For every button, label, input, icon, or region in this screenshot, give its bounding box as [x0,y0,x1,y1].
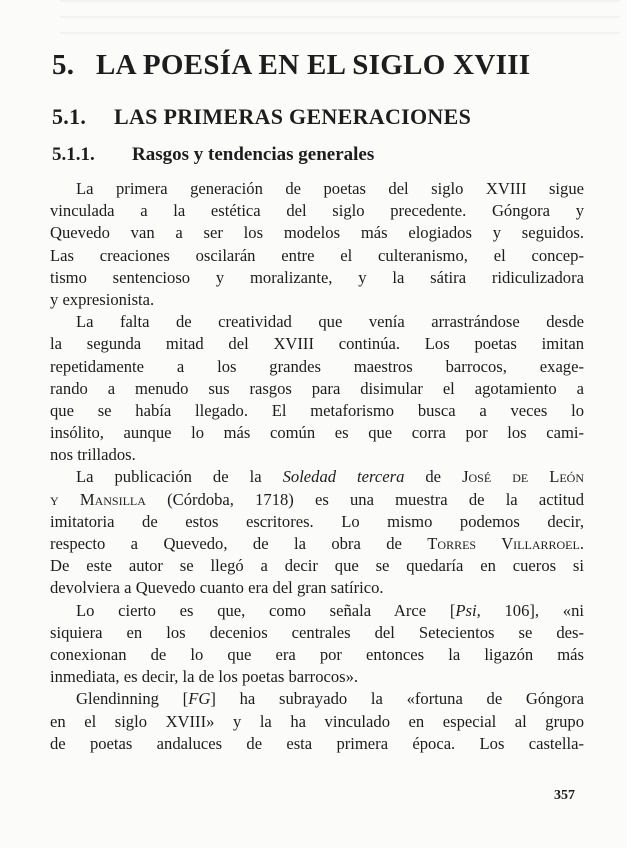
text-run: 106], «ni [480,600,584,620]
text-line: insólito, aunque lo más común es que corra por los cami- [50,423,584,443]
text-line: imitatoria de estos escritores. Lo mismo podemos decir, [50,511,584,531]
paragraph-1 [50,178,584,311]
citation-abbrev: Psi, [455,600,481,620]
text-line: de poetas andaluces de esta primera época. Los castella- [50,733,584,753]
subsection-number: 5.1.1. [52,144,95,165]
text-line: la segunda mitad del XVIII continúa. Los poetas imitan [50,334,584,354]
text-run: Lo cierto es que, como señala Arce [ [76,600,456,620]
text-line [50,600,584,622]
text-line: La falta de creatividad que venía arrastrándose desde [76,312,584,332]
text-line: La primera generación de poetas del siglo XVIII sigue [76,179,584,198]
text-line [50,688,584,710]
body-text [50,178,584,755]
paragraph-3 [50,466,584,599]
text-line: Las creaciones oscilarán entre el culteranismo, el concep- [50,245,584,265]
citation-abbrev: FG [188,689,211,709]
text-line [50,466,584,488]
text-line: conexionan de lo que era por entonces la ligazón más [50,644,584,664]
chapter-number: 5. [52,49,75,81]
subsection-title: Rasgos y tendencias generales [132,144,375,165]
text-line [50,533,584,555]
text-line: que se había llegado. El metaforismo busca a veces lo [50,400,584,420]
author-name: y Mansilla [50,489,146,509]
paragraph-5 [50,688,584,755]
text-run: La publicación de la [76,467,283,487]
text-line: siquiera en los decenios centrales del Setecientos se des- [50,622,584,642]
text-line [50,489,584,511]
text-run: Glendinning [ [76,689,189,709]
author-name: José de León [462,467,584,487]
text-run: . [579,534,584,553]
work-title: Soledad tercera [282,467,405,487]
chapter-heading [52,49,612,82]
text-line: en el siglo XVIII» y la ha vinculado en especial al grupo [50,711,584,731]
text-run: de [404,467,463,487]
section-title: LAS PRIMERAS GENERACIONES [114,104,472,129]
chapter-title: LA POESÍA EN EL SIGLO XVIII [96,49,531,81]
subsection-heading [52,144,612,166]
show-through-text [60,0,620,48]
text-line: repetidamente a los grandes maestros barrocos, exage- [50,356,584,376]
section-heading [52,104,612,130]
text-line: y expresionista. [50,289,155,309]
text-line: nos trillados. [50,445,136,465]
text-run: respecto a Quevedo, de la obra de [50,534,428,553]
text-line: inmediata, es decir, la de los poetas barrocos». [50,667,359,687]
text-line: devolviera a Quevedo cuanto era del gran satírico. [50,578,384,598]
text-line: Quevedo van a ser los modelos más elogiados y seguidos. [50,223,584,243]
page-number: 357 [554,788,575,803]
section-number: 5.1. [52,104,87,129]
text-run: ] ha subrayado la «fortuna de Góngora [210,689,584,709]
text-line: rando a menudo sus rasgos para disimular el agotamiento a [50,378,584,398]
paragraph-2 [50,311,584,466]
author-name: Torres Villarroel [427,534,580,553]
text-line: tismo sentencioso y moralizante, y la sátira ridiculizadora [50,267,584,287]
text-run: (Córdoba, 1718) es una muestra de la actitud [145,489,584,509]
text-line: vinculada a la estética del siglo precedente. Góngora y [50,201,584,221]
paragraph-4 [50,600,584,689]
text-line: De este autor se llegó a decir que se quedaría en cueros si [50,556,584,576]
